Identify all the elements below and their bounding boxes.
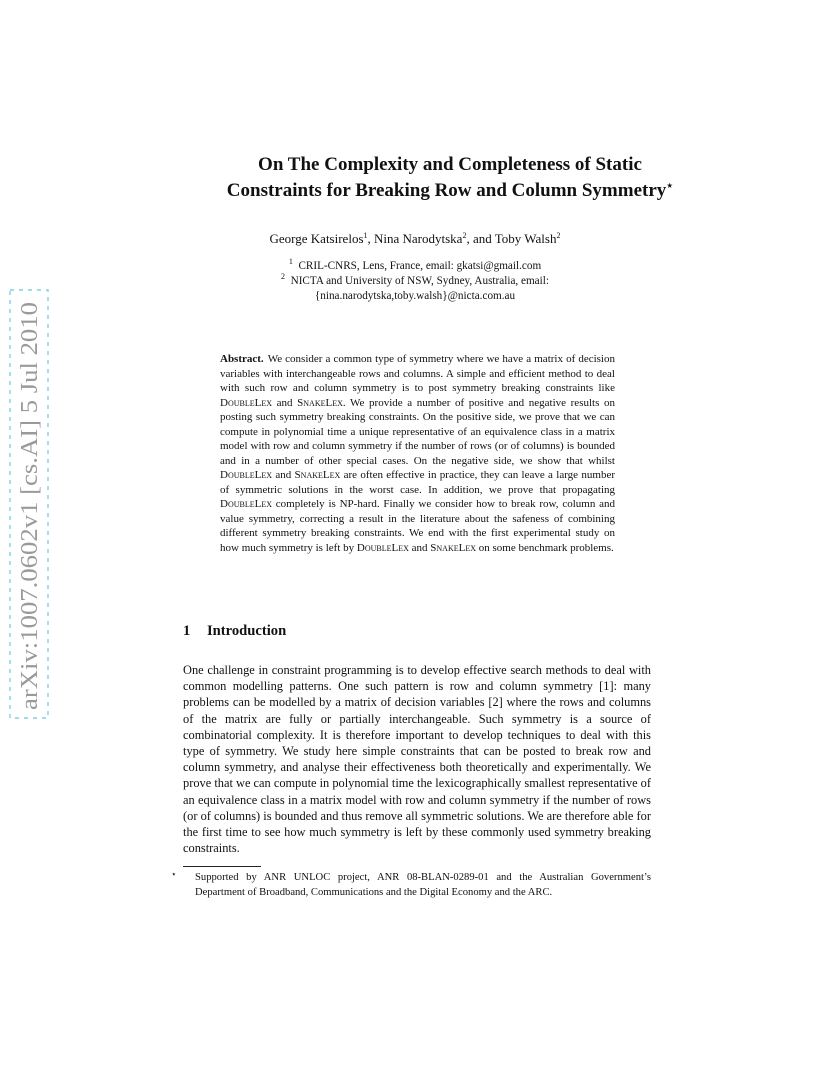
title-footnote-mark: ⋆ (666, 180, 674, 192)
title-line-1: On The Complexity and Completeness of Static (258, 154, 642, 175)
affiliation-2-emails: {nina.narodytska,toby.walsh}@nicta.com.au (314, 289, 516, 302)
paper-title (140, 152, 760, 204)
affiliation-2-text: NICTA and University of NSW, Sydney, Australia, email: (290, 274, 549, 287)
snakelex-term: SnakeLex (430, 541, 476, 554)
author-name: Toby Walsh (494, 231, 557, 246)
doublelex-term: DoubleLex (220, 469, 272, 481)
author-name: Nina Narodytska (374, 231, 463, 246)
snakelex-term: SnakeLex (297, 396, 343, 409)
abstract-label: Abstract. (220, 353, 264, 365)
affiliation-mark: 1 (288, 257, 293, 266)
footnote-text: Supported by ANR UNLOC project, ANR 08-BLAN-0289-01 and the Australian Government’s Department of Broadband, Communications and the Digital Economy and the ARC. (195, 872, 651, 898)
author-affiliation-mark: 1 (363, 231, 368, 240)
abstract-text: and (272, 469, 295, 481)
author-affiliation-mark: 2 (462, 231, 467, 240)
arxiv-stamp-text: arXiv:1007.0602v1 [cs.AI] 5 Jul 2010 (17, 343, 43, 710)
author-affiliation-mark: 2 (556, 231, 561, 240)
abstract-text: are often effective in practice, they can leave a large number of symmetric solutions in the worst case. In addition, we prove that propagating (220, 469, 615, 496)
abstract-text: . We provide a number of positive and negative results on posting such symmetry breaking constraints. On the positive side, we prove that we can compute in polynomial time a unique representative of an equivalence class in a matrix model with row and column symmetry if the number of rows (or of columns) is bounded and in a number of other special cases. On the negative side, we show that whilst (220, 396, 615, 467)
footnote-rule (183, 866, 261, 867)
introduction-paragraph: One challenge in constraint programming is to develop effective search methods to deal with common modelling patterns. One such pattern is row and column symmetry [1]: many problems can be modelled by a matrix of decision variables [2] where the rows and columns of the matrix are fully or partially interchangeable. Such symmetry is a source of combinatorial complexity. It is therefore important to develop techniques to deal with this type of symmetry. We study here simple constraints that can be posted to break row and column symmetry, and analyse their effectiveness both theoretically and experimentally. We prove that we can compute in polynomial time the lexicographically smallest representative of an equivalence class in a matrix model with row and column symmetry if the number of rows (or of columns) is bounded and thus remove all symmetric solutions. We are therefore able for the first time to see how much symmetry is left by these commonly used symmetry breaking constraints. (183, 663, 651, 856)
section-title: Introduction (207, 623, 287, 639)
affiliation-1-text: CRIL-CNRS, Lens, France, email: gkatsi@gmail.com (298, 260, 542, 272)
doublelex-term: DoubleLex (220, 396, 272, 409)
author-separator: , (367, 231, 374, 246)
abstract (220, 352, 615, 555)
footnote-body: ⋆ Supported by ANR UNLOC project, ANR 08-BLAN-0289-01 and the Australian Government’s Department of Broadband, Communications and the Digital Economy and the ARC. (171, 869, 651, 898)
doublelex-term: DoubleLex (220, 498, 272, 510)
affiliations (200, 259, 630, 303)
section-heading (183, 622, 286, 640)
affiliation-mark: 2 (281, 271, 286, 281)
author-list (140, 230, 690, 248)
section-number: 1 (183, 623, 191, 639)
doublelex-term: DoubleLex (356, 541, 409, 554)
abstract-text: on some benchmark problems. (476, 541, 614, 554)
abstract-text: completely is NP-hard. Finally we consider how to break row, column and value symmetry, correcting a result in the literature about the safeness of combining different symmetry breaking constraints. We end with the first experimental study on how much symmetry is left by (220, 498, 615, 554)
abstract-text: and (408, 541, 431, 554)
title-line-2-text: Constraints for Breaking Row and Column Symmetry (226, 180, 667, 201)
author-name: George Katsirelos (269, 231, 364, 246)
arxiv-identifier-stamp (8, 288, 50, 720)
title-line-2 (140, 178, 760, 204)
author-separator: , and (466, 231, 495, 246)
abstract-text: and (272, 396, 298, 409)
snakelex-term: SnakeLex (294, 469, 341, 481)
affiliation-1 (200, 259, 630, 274)
affiliation-2 (200, 271, 630, 289)
abstract-text: We consider a common type of symmetry where we have a matrix of decision variables with interchangeable rows and columns. A simple and efficient method to deal with such row and column symmetry is to post symmetry breaking constraints like (220, 353, 615, 394)
footnote (171, 869, 651, 900)
